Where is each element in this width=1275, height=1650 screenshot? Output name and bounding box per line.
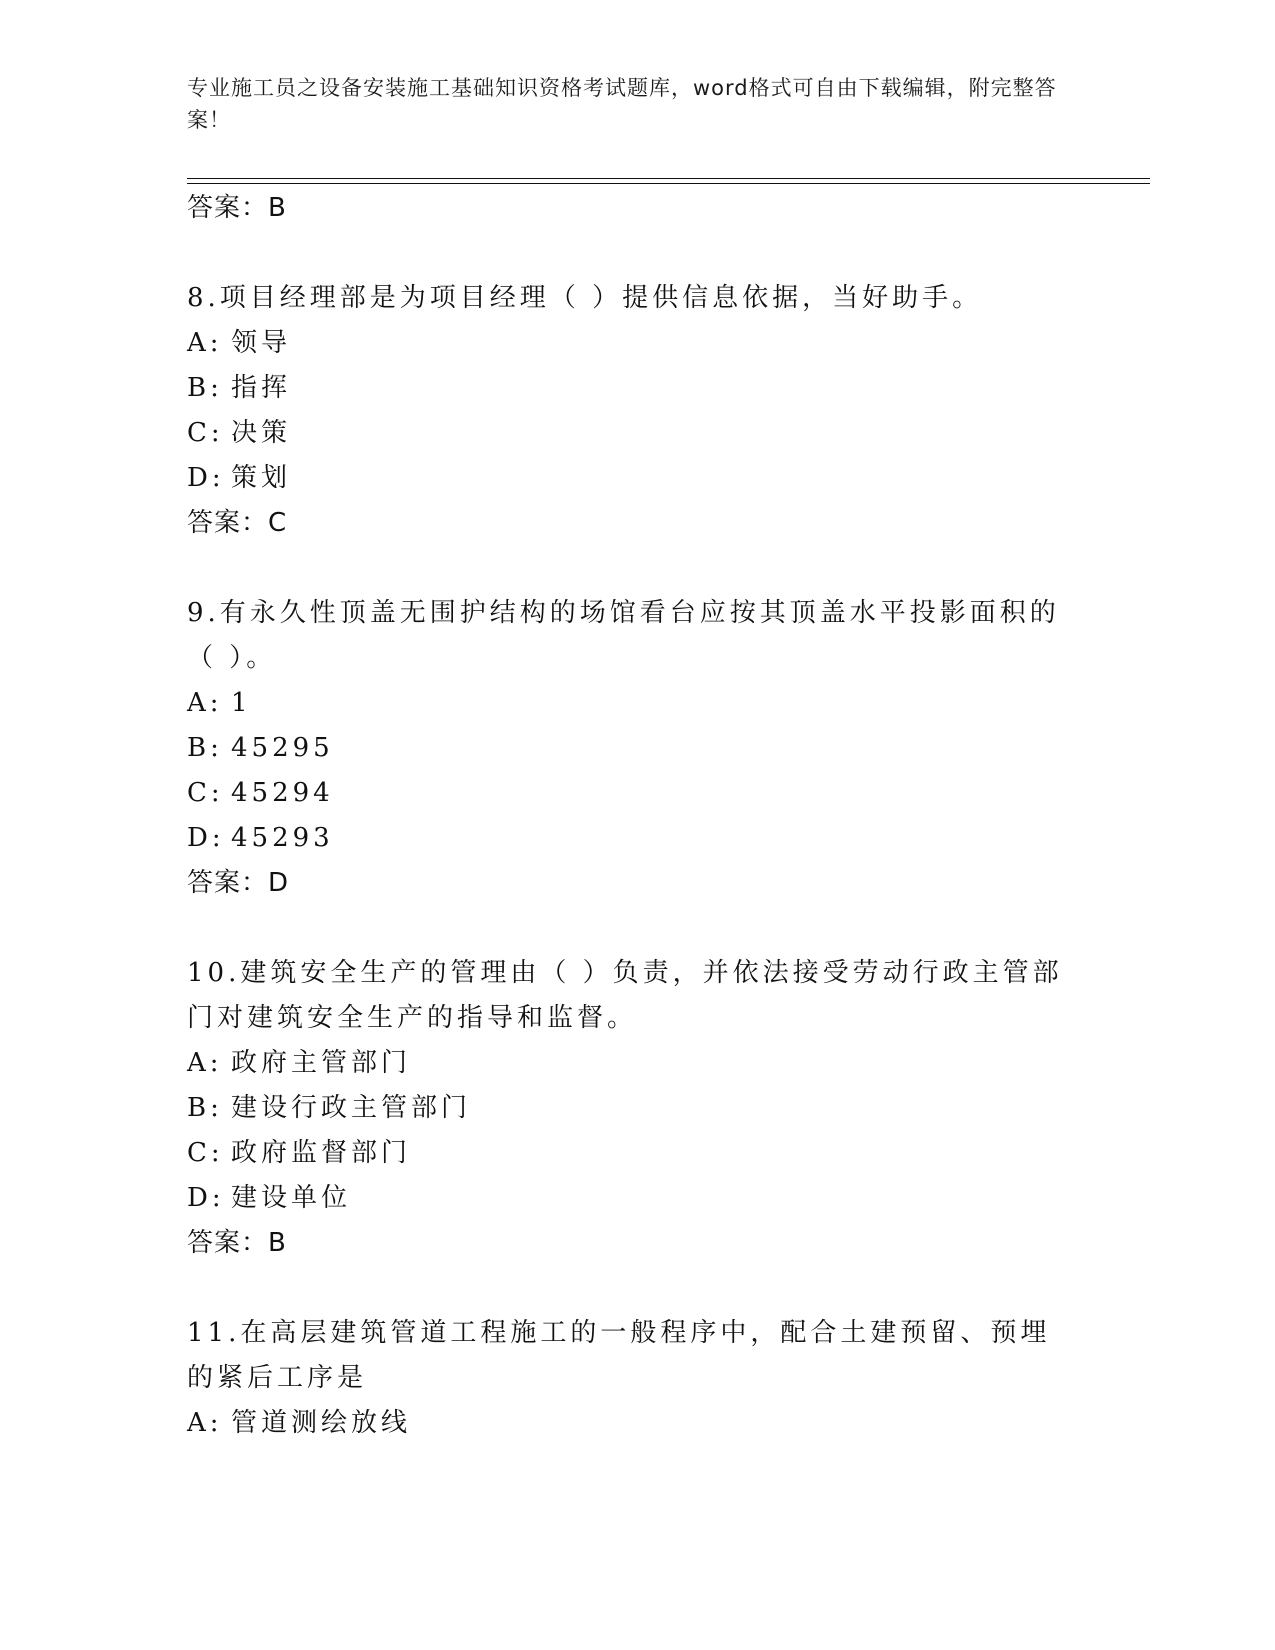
option-letter: D: — [187, 823, 225, 853]
option-text: 45295 — [231, 733, 334, 763]
option-text: 45294 — [231, 778, 334, 808]
question-text: 8.项目经理部是为项目经理（ ）提供信息依据，当好助手。 — [187, 283, 983, 313]
option-b — [187, 1086, 1087, 1131]
question-block — [187, 276, 1087, 546]
option-letter: C: — [187, 418, 224, 448]
option-text: 建设单位 — [231, 1183, 352, 1213]
question-block — [187, 951, 1087, 1266]
option-letter: C: — [187, 1138, 224, 1168]
page-header: 专业施工员之设备安装施工基础知识资格考试题库，word格式可自由下载编辑，附完整答案！ — [187, 76, 1057, 132]
option-c — [187, 771, 1087, 816]
option-text: 政府监督部门 — [231, 1138, 412, 1168]
option-text: 管道测绘放线 — [231, 1408, 412, 1438]
option-a — [187, 1041, 1087, 1086]
option-a — [187, 1401, 1087, 1446]
option-letter: A: — [187, 688, 223, 718]
option-text: 指挥 — [231, 373, 292, 403]
option-a — [187, 321, 1087, 366]
option-text: 1 — [231, 688, 252, 718]
option-letter: D: — [187, 1183, 225, 1213]
option-text: 策划 — [231, 463, 292, 493]
option-letter: B: — [187, 373, 223, 403]
answer-line: 答案：C — [187, 508, 288, 538]
option-letter: D: — [187, 463, 225, 493]
option-letter: B: — [187, 1093, 223, 1123]
option-a — [187, 681, 1087, 726]
question-block — [187, 591, 1087, 906]
header-rule-top — [187, 178, 1150, 179]
option-letter: A: — [187, 328, 223, 358]
option-c — [187, 1131, 1087, 1176]
option-text: 领导 — [231, 328, 292, 358]
question-list — [187, 186, 1087, 1446]
option-letter: A: — [187, 1048, 223, 1078]
option-letter: A: — [187, 1408, 223, 1438]
option-text: 决策 — [231, 418, 292, 448]
option-d — [187, 1176, 1087, 1221]
option-letter: C: — [187, 778, 224, 808]
option-d — [187, 816, 1087, 861]
option-text: 45293 — [231, 823, 334, 853]
answer-line: 答案：B — [187, 1228, 287, 1258]
option-text: 建设行政主管部门 — [231, 1093, 472, 1123]
option-b — [187, 726, 1087, 771]
header-rule-bottom — [187, 183, 1150, 184]
question-text: 10.建筑安全生产的管理由（ ）负责，并依法接受劳动行政主管部门对建筑安全生产的指导和监督。 — [187, 958, 1063, 1033]
option-d — [187, 456, 1087, 501]
option-text: 政府主管部门 — [231, 1048, 412, 1078]
answer-line: 答案：D — [187, 868, 290, 898]
question-block — [187, 1311, 1087, 1446]
answer-line: 答案：B — [187, 193, 287, 223]
option-c — [187, 411, 1087, 456]
question-text: 9.有永久性顶盖无围护结构的场馆看台应按其顶盖水平投影面积的（ ）。 — [187, 598, 1060, 673]
option-letter: B: — [187, 733, 223, 763]
question-text: 11.在高层建筑管道工程施工的一般程序中，配合土建预留、预埋的紧后工序是 — [187, 1318, 1051, 1393]
option-b — [187, 366, 1087, 411]
